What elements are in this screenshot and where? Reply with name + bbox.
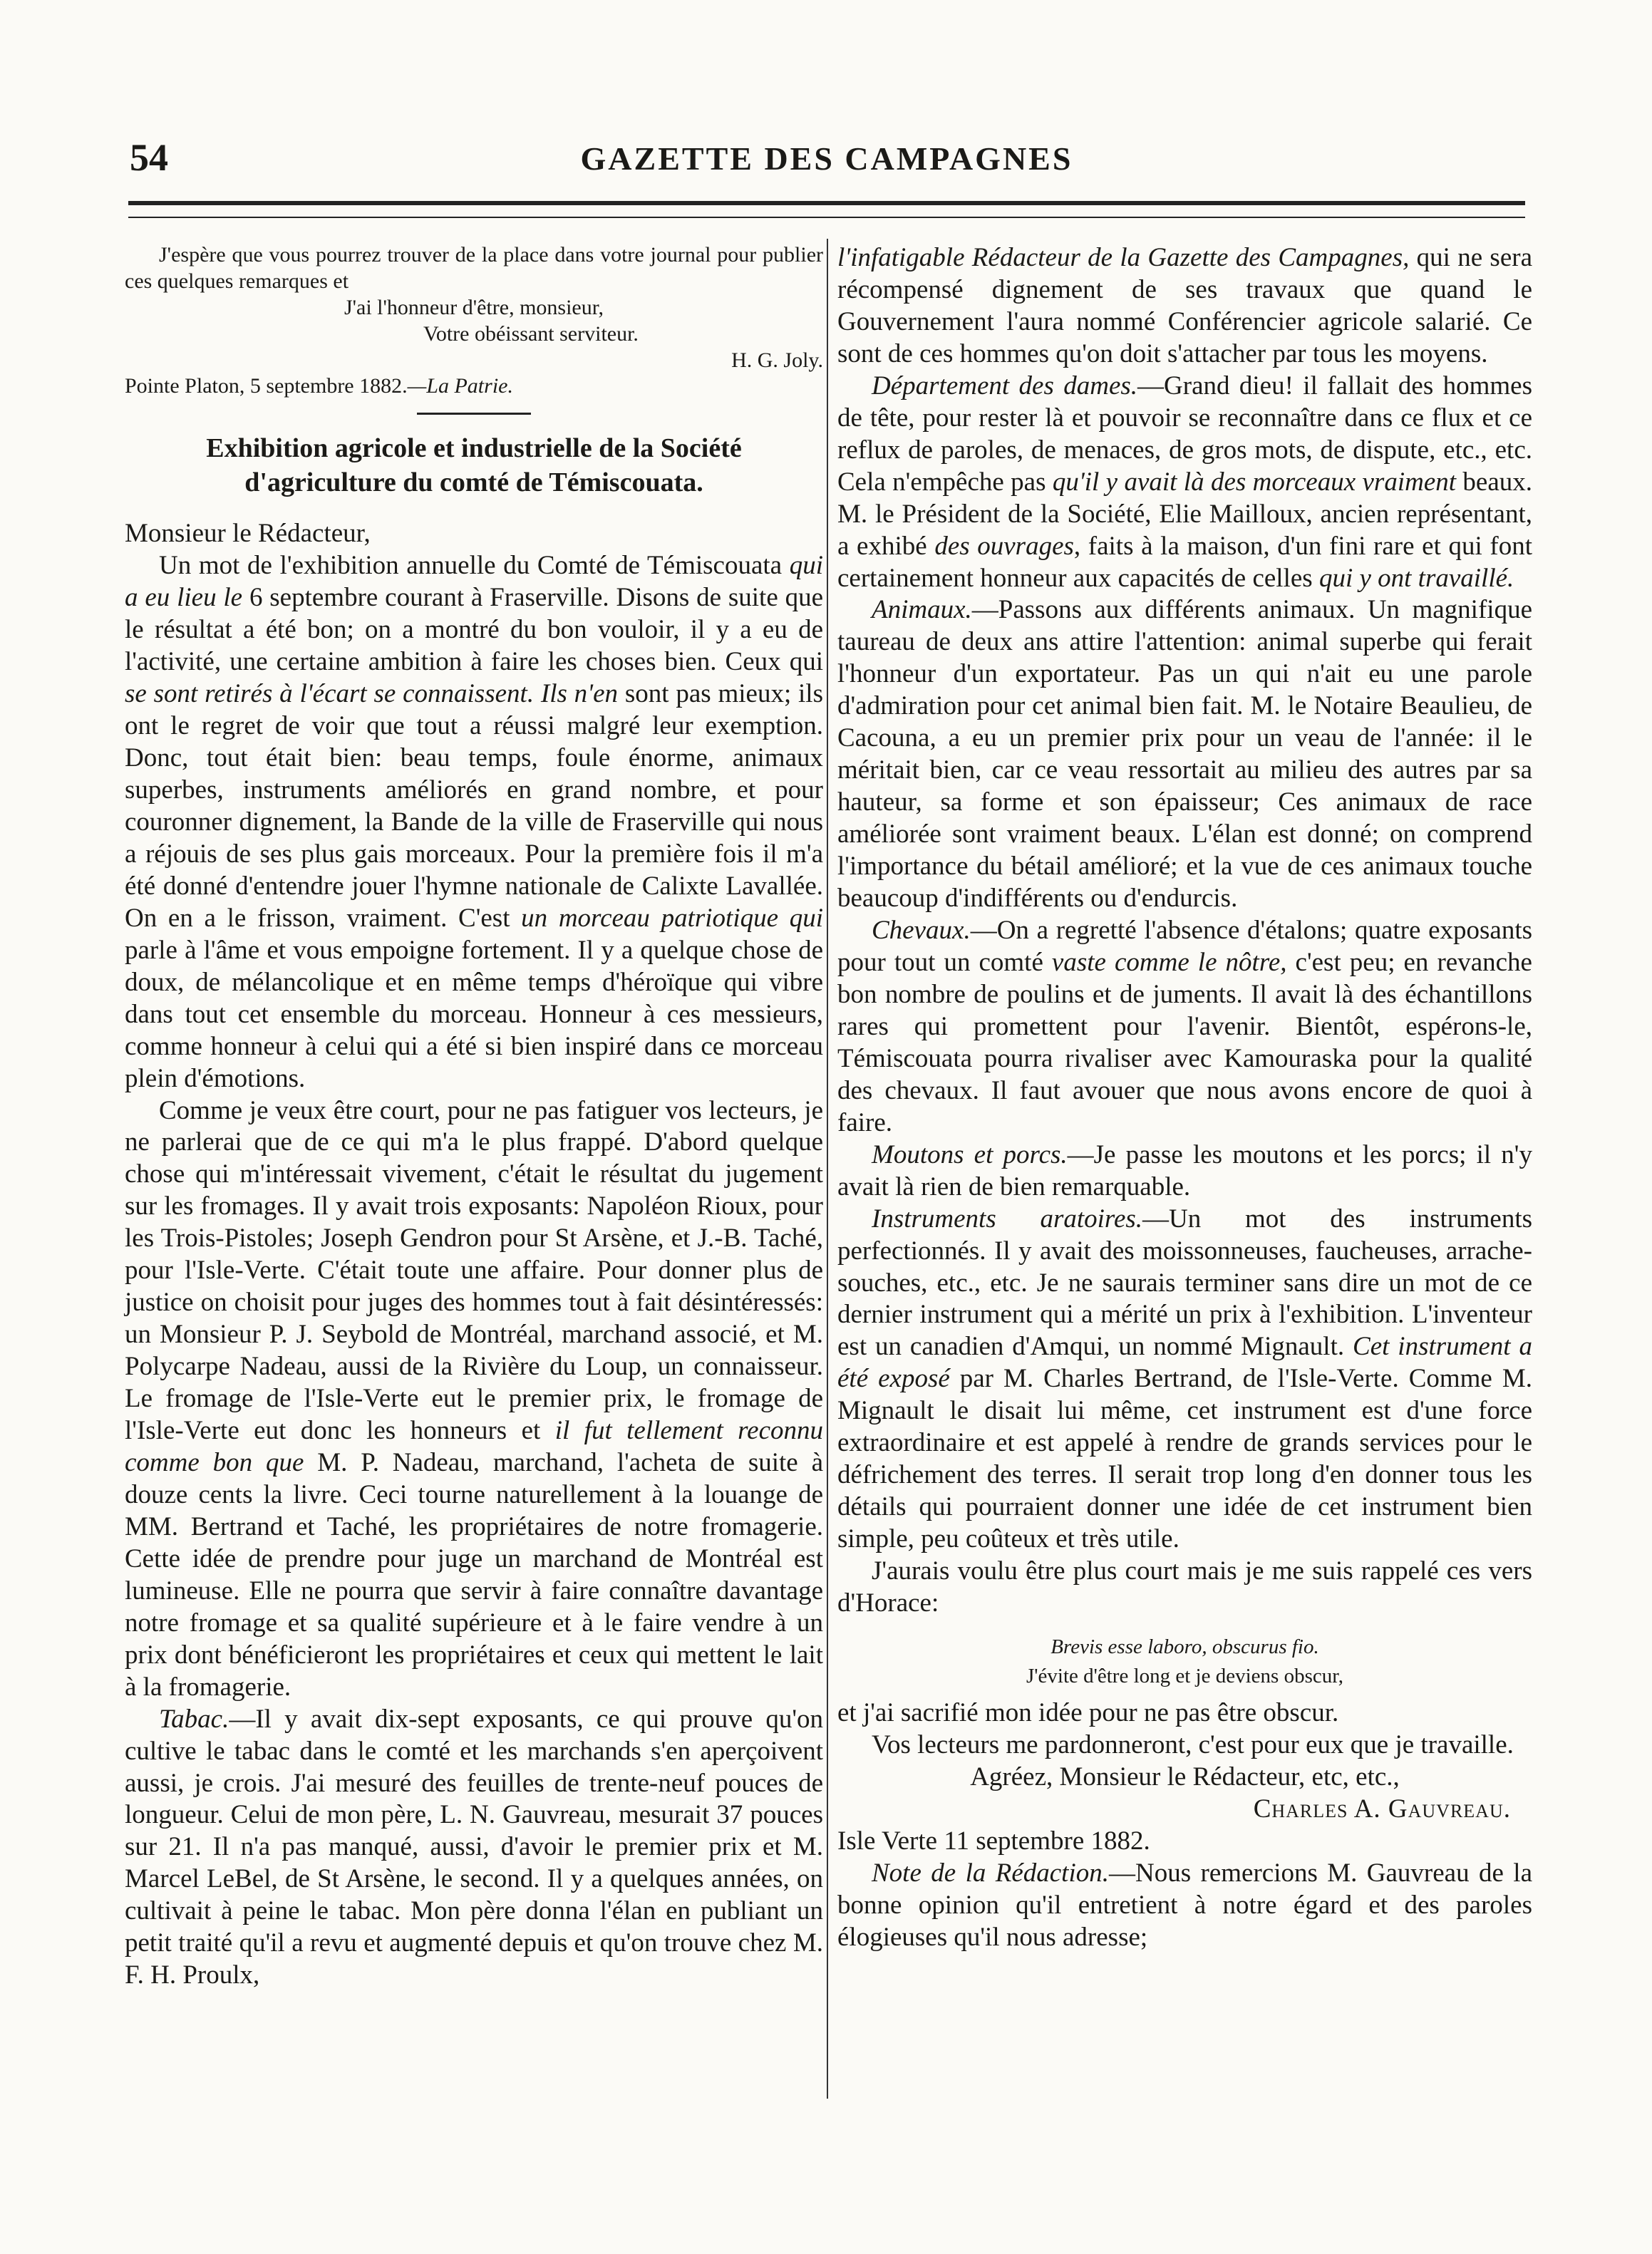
section-label: Département des dames. — [872, 371, 1138, 400]
author-signature: Charles A. Gauvreau. — [1253, 1794, 1511, 1824]
italic-run: des ouvrages — [934, 531, 1074, 561]
italic-run: Cet instrument a été exposé — [837, 1332, 1532, 1394]
text-run: —On a regretté l'absence d'étalons; quatre exposants pour tout un comté — [837, 916, 1532, 977]
section-label: Animaux. — [872, 595, 972, 625]
text-run: Un mot de l'exhibition annuelle du Comté de Témiscouata — [159, 551, 790, 581]
page-header — [121, 135, 1532, 185]
paragraph-dames — [837, 371, 1532, 595]
closing-place-date: Pointe Platon, 5 septembre 1882. — [125, 374, 408, 398]
section-label: Moutons et porcs. — [872, 1139, 1068, 1169]
author-dateline: Isle Verte 11 septembre 1882. — [837, 1826, 1150, 1856]
text-run: , faits à la maison, d'un fini rare et qui font certainement honneur aux capacités de celles — [837, 531, 1533, 593]
italic-run: se sont retirés à l'écart se connaissent. Ils n'en — [125, 679, 619, 709]
paragraph-animaux — [837, 594, 1532, 915]
closing-dateline — [125, 373, 823, 400]
header-rule — [128, 201, 1525, 218]
text-run: M. P. Nadeau, marchand, l'acheta de suite à douze cents la livre. Ceci tourne naturellement à la louange de MM. Bertrand et Taché, les propriétaires de notre fromagerie. Cette idée de prendre pour juge un marchand de Montréal est lumineuse. Elle ne pourra que servir à faire connaître davantage notre fromage et sa qualité supérieure et à le faire vendre à un prix dont bénéficieront les propriétaires et ceux qui mettent le lait à la fromagerie. — [125, 1447, 823, 1702]
closing-line-3: Votre obéissant serviteur. — [423, 321, 639, 346]
text-run: parle à l'âme et vous empoigne fortement. Il y a quelque chose de doux, de mélancolique et en même temps d'héroïque qui vibre dans tout cet ensemble du morceau. Honneur à ces messieurs, comme honneur à celui qui a été si bien inspiré dans ce morceau plein d'émotions. — [125, 935, 823, 1093]
running-title: GAZETTE DES CAMPAGNES — [580, 140, 1073, 177]
paragraph-pardon: Vos lecteurs me pardonneront, c'est pour eux que je travaille. — [872, 1730, 1514, 1760]
italic-run: qui a eu lieu le — [125, 551, 823, 613]
section-label: Instruments aratoires. — [872, 1204, 1143, 1234]
text-run: —Nous remercions M. Gauvreau de la bonne opinion qu'il entretient à notre égard et des paroles élogieuses qu'il nous adresse; — [837, 1858, 1532, 1952]
quote-french: J'évite d'être long et je deviens obscur, — [1026, 1664, 1343, 1687]
paragraph-horace: J'aurais voulu être plus court mais je me suis rappelé ces vers d'Horace: — [837, 1556, 1532, 1618]
editor-note — [837, 1858, 1532, 1954]
paragraph-moutons — [837, 1139, 1532, 1204]
paragraph-continuation — [837, 242, 1532, 371]
italic-run: qui y ont travaillé. — [1318, 563, 1514, 593]
closing-signature: H. G. Joly. — [731, 348, 823, 372]
text-run: 6 septembre courant à Fraserville. Disons de suite que le résultat a été bon; on a montré du bon vouloir, il y a eu de l'activité, une certaine ambition à faire les choses bien. Ceux qui — [125, 583, 823, 677]
italic-run: qu'il y avait là des morceaux vraiment — [1052, 467, 1457, 497]
horace-quote — [837, 1633, 1532, 1690]
paragraph-exhibition — [125, 550, 823, 1095]
right-column — [837, 242, 1532, 1954]
paragraph-chevaux — [837, 915, 1532, 1139]
text-run: Comme je veux être court, pour ne pas fatiguer vos lecteurs, je ne parlerai que de ce qui m'a le plus frappé. D'abord quelque chose qui m'intéressait vivement, c'était le résultat du jugement sur les fromages. Il y avait trois exposants: Napoléon Rioux, pour les Trois-Pistoles; Joseph Gendron pour St Arsène, et J.-B. Taché, pour l'Isle-Verte. C'était toute une affaire. Pour donner plus de justice on choisit pour juges des hommes tout à fait désintéressés: un Monsieur P. J. Seybold de Montréal, marchand associé, et M. Polycarpe Nadeau, aussi de la Rivière du Loup, un connaisseur. Le fromage de l'Isle-Verte eut le premier prix, le fromage de l'Isle-Verte eut donc les honneurs et — [125, 1095, 823, 1446]
closing-line-1: J'espère que vous pourrez trouver de la place dans votre journal pour publier ces quelques remarques et — [125, 243, 823, 293]
paragraph-instruments — [837, 1204, 1532, 1556]
quote-latin: Brevis esse laboro, obscurus fio. — [1050, 1635, 1319, 1658]
letter-closing — [125, 242, 823, 400]
paragraph-fromages — [125, 1095, 823, 1704]
column-divider — [827, 239, 828, 2099]
italic-run: il fut tellement reconnu comme bon que — [125, 1416, 823, 1477]
text-run: qui ne sera récompensé dignement de ses travaux que quand le Gouvernement l'aura nommé Conférencier agricole salarié. Ce sont de ces hommes qu'on doit s'attacher par tous les moyens. — [837, 243, 1532, 368]
section-rule — [417, 413, 531, 415]
closing-source: —La Patrie. — [407, 374, 513, 398]
page-number: 54 — [130, 136, 168, 179]
italic-run: l'infatigable Rédacteur de la Gazette des Campagnes, — [837, 243, 1410, 272]
text-run: —Il y avait dix-sept exposants, ce qui prouve qu'on cultive le tabac dans le comté et les marchands s'en aperçoivent aussi, je crois. J'ai mesuré des feuilles de trente-neuf pouces de longueur. Celui de mon père, L. N. Gauvreau, mesurait 37 pouces sur 21. Il n'a pas manqué, aussi, d'avoir le premier prix et M. Marcel LeBel, de St Arsène, le second. Il y a quelques années, on cultivait à peine le tabac. Mon père donna l'élan en publiant un petit traité qu'il a revu et augmenté depuis et qu'on trouve chez M. F. H. Proulx, — [125, 1704, 823, 1990]
italic-run: vaste comme le nôtre, — [1051, 947, 1287, 977]
salutation: Monsieur le Rédacteur, — [125, 519, 371, 549]
section-label: Note de la Rédaction. — [872, 1858, 1109, 1888]
left-column — [125, 242, 823, 1992]
article-heading: Exhibition agricole et industrielle de la Société d'agriculture du comté de Témiscouata. — [206, 433, 742, 497]
text-run: beaux. M. le Président de la Société, Elie Mailloux, ancien représentant, a exhibé — [837, 467, 1532, 561]
text-run: c'est peu; en revanche bon nombre de poulins et de juments. Il avait là des échantillons rares qui promettent pour l'avenir. Bientôt, espérons-le, Témiscouata pourra rivaliser avec Kamouraska pour la qualité des chevaux. Il faut avouer que nous avons encore de quoi à faire. — [837, 947, 1532, 1137]
italic-run: un morceau patriotique qui — [521, 903, 823, 933]
text-run: —Grand dieu! il fallait des hommes de tête, pour rester là et pouvoir se reconnaître dans ce flux et ce reflux de paroles, de menaces, de gros mots, de dispute, etc., etc. Cela n'empêche pas — [837, 371, 1532, 497]
section-label: Chevaux. — [872, 916, 971, 946]
text-run: par M. Charles Bertrand, de l'Isle-Verte. Comme M. Mignault le disait lui même, cet instrument est d'une force extraordinaire et est appelé à rendre de grands services pour le défrichement des terres. Il serait trop long d'en donner tous les détails qui pourraient donner une idée de cet instrument bien simple, peu coûteux et très utile. — [837, 1364, 1532, 1554]
closing-agreez: Agréez, Monsieur le Rédacteur, etc, etc., — [970, 1762, 1400, 1792]
text-run: —Je passe les moutons et les porcs; il n'y avait là rien de bien remarquable. — [837, 1139, 1532, 1201]
text-run: —Passons aux différents animaux. Un magnifique taureau de deux ans attire l'attention: animal superbe qui ferait l'honneur d'un exportateur. Pas un qui n'ait eu une parole d'admiration pour cet animal bien fait. M. le Notaire Beaulieu, de Cacouna, a eu un premier prix pour un veau de l'année: il le méritait bien, car ce veau ressortait au milieu des autres par sa hauteur, sa forme et son épaisseur; Ces animaux de race améliorée sont vraiment beaux. L'élan est donné; on comprend l'importance du bétail amélioré; et la vue de ces animaux touche beaucoup d'indifférents ou d'endurcis. — [837, 595, 1532, 914]
paragraph-tabac — [125, 1704, 823, 1992]
text-run: —Un mot des instruments perfectionnés. Il y avait des moissonneuses, faucheuses, arrache-souches, etc., etc. Je ne saurais terminer sans dire un mot de ce dernier instrument qui a mérité un prix à l'exhibition. L'inventeur est un canadien d'Amqui, un nommé Mignault. — [837, 1204, 1532, 1362]
paragraph-obscur: et j'ai sacrifié mon idée pour ne pas être obscur. — [837, 1698, 1339, 1728]
closing-line-2: J'ai l'honneur d'être, monsieur, — [344, 295, 604, 319]
text-run: sont pas mieux; ils ont le regret de voir que tout a réussi malgré leur exemption. Donc, tout était bien: beau temps, foule énorme, animaux superbes, instruments améliorés en grand nombre, et pour couronner dignement, la Bande de la ville de Fraserville qui nous a réjouis de ses plus gais morceaux. Pour la première fois il m'a été donné d'entendre jouer l'hymne nationale de Calixte Lavallée. On en a le frisson, vraiment. C'est — [125, 679, 823, 933]
section-label: Tabac. — [159, 1704, 229, 1734]
